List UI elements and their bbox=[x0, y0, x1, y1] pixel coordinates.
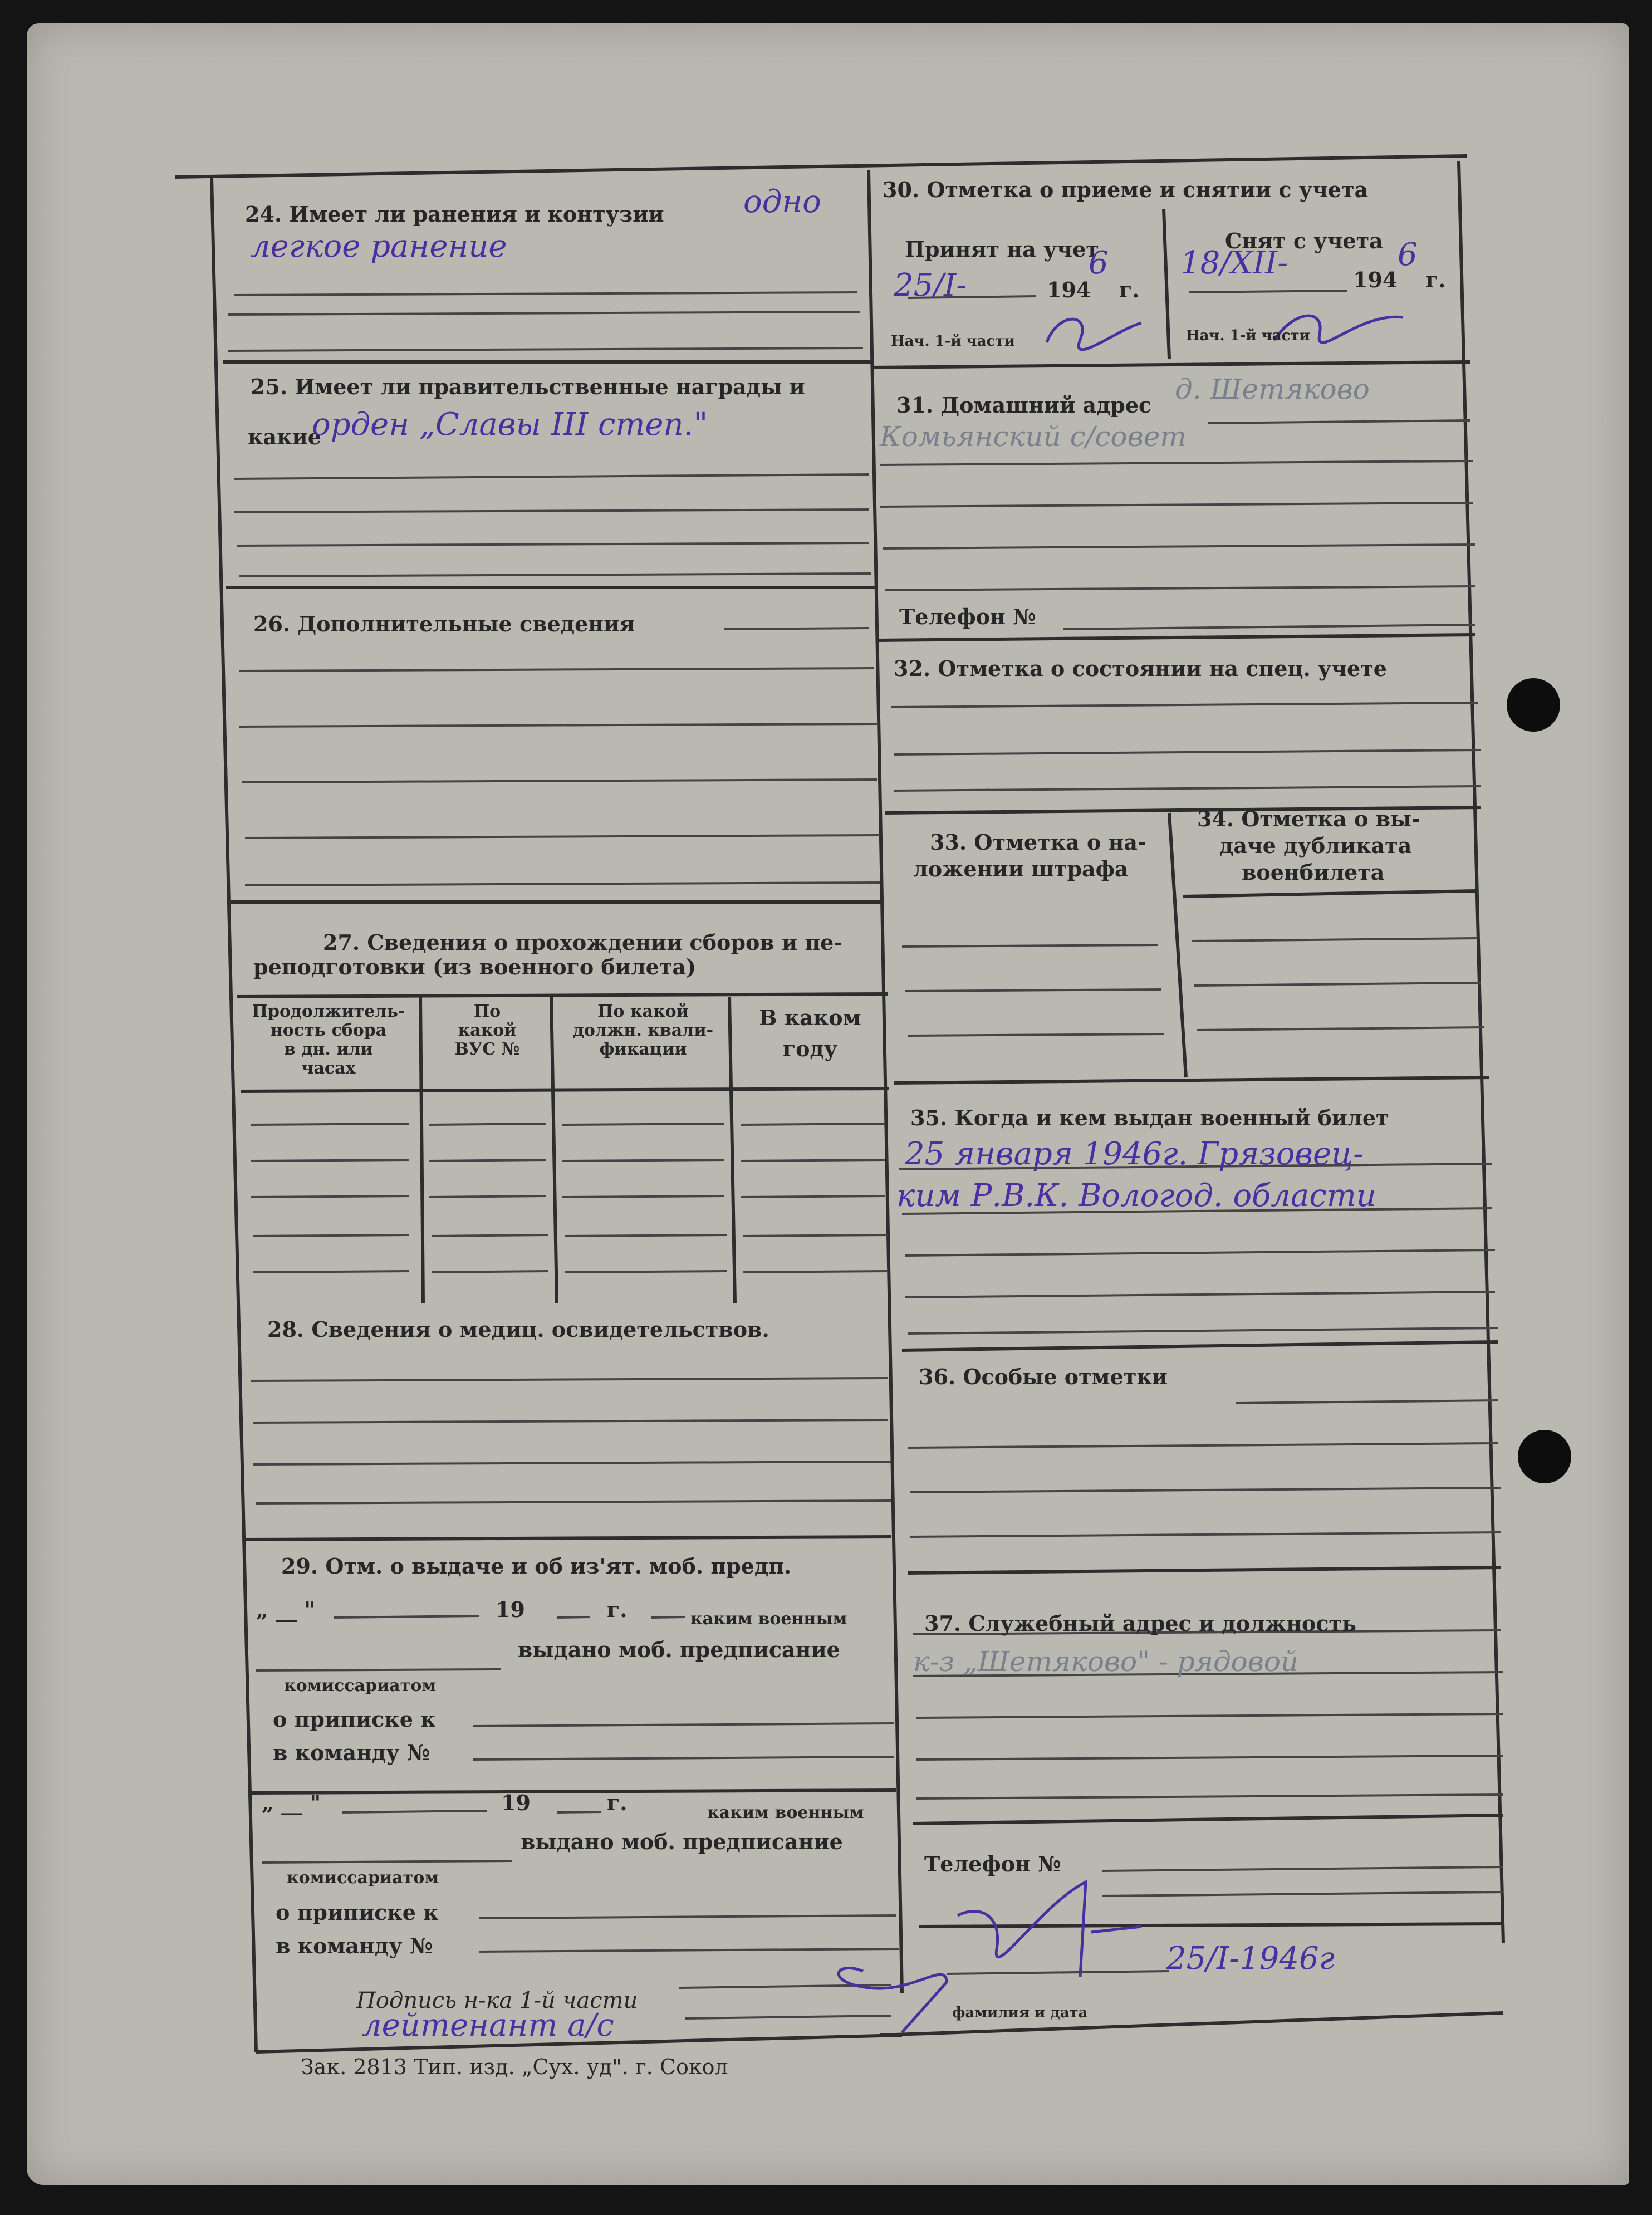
section-30-year-digit-2: 6 bbox=[1398, 237, 1418, 273]
section-33-label-2: ложении штрафа bbox=[913, 856, 1129, 881]
section-29-vydano-1: выдано моб. предписание bbox=[518, 1637, 840, 1662]
section-29-komandu-2: в команду № bbox=[276, 1933, 433, 1958]
section-30-nach-2: Нач. 1-й части bbox=[1186, 327, 1310, 344]
section-37-answer: к-з „Шетяково" - рядовой bbox=[913, 1645, 1299, 1678]
section-34-label-3: военбилета bbox=[1242, 860, 1385, 885]
section-24-label: 24. Имеет ли ранения и контузии bbox=[245, 202, 664, 227]
section-35-label: 35. Когда и кем выдан военный билет bbox=[910, 1105, 1389, 1130]
section-24-answer-1: одно bbox=[743, 184, 821, 220]
section-30-year-digit-1: 6 bbox=[1089, 245, 1109, 281]
section-30-year-suffix-1: г. bbox=[1119, 277, 1140, 302]
section-24-answer-2: легкое ранение bbox=[251, 228, 507, 264]
signature-fio-label: фамилия и дата bbox=[952, 2005, 1088, 2021]
signature-strokes bbox=[839, 316, 1403, 2032]
section-29-year-2: 19 bbox=[501, 1790, 531, 1815]
section-35-answer-1: 25 января 1946г. Грязовец- bbox=[905, 1136, 1364, 1172]
section-29-komissariatom-1: комиссариатом bbox=[284, 1676, 437, 1695]
section-31-answer-1: д. Шетяково bbox=[1175, 373, 1370, 405]
section-30-snyat: Снят с учета bbox=[1225, 228, 1383, 253]
print-footer: Зак. 2813 Тип. изд. „Сух. уд". г. Сокол bbox=[301, 2055, 728, 2079]
section-31-label: 31. Домашний адрес bbox=[896, 393, 1152, 418]
section-29-pripiske-1: о приписке к bbox=[273, 1707, 436, 1732]
section-32-label: 32. Отметка о состоянии на спец. учете bbox=[894, 656, 1387, 681]
section-30-prinyat: Принят на учет bbox=[905, 237, 1099, 262]
section-29-year-1: 19 bbox=[496, 1597, 525, 1622]
section-30-year-prefix-2: 194 bbox=[1353, 267, 1398, 292]
section-27-column-header: В каком году bbox=[759, 1005, 861, 1061]
section-30-nach-1: Нач. 1-й части bbox=[891, 333, 1015, 350]
section-29-label: 29. Отм. о выдаче и об из'ят. моб. предп. bbox=[281, 1554, 792, 1579]
section-30-year-prefix-1: 194 bbox=[1047, 277, 1091, 302]
section-25-answer: орден „Славы III степ." bbox=[312, 406, 708, 443]
section-29-date-prefix-2: „ __ " bbox=[262, 1790, 321, 1815]
section-30-prinyat-date: 25/I- bbox=[894, 267, 967, 303]
section-30-year-suffix-2: г. bbox=[1425, 267, 1446, 292]
section-29-vydano-2: выдано моб. предписание bbox=[521, 1829, 843, 1854]
section-27-label-2: реподготовки (из военного билета) bbox=[253, 954, 697, 979]
section-30-label: 30. Отметка о приеме и снятии с учета bbox=[883, 177, 1369, 202]
signature-label-1: Подпись н-ка 1-й части bbox=[356, 1988, 638, 2013]
section-35-answer-2: ким Р.В.К. Вологод. области bbox=[896, 1178, 1376, 1214]
section-33-label-1: 33. Отметка о на- bbox=[930, 830, 1146, 855]
signature-label-2: лейтенант а/с bbox=[362, 2007, 614, 2044]
section-29-year-suffix-1: г. bbox=[607, 1597, 628, 1622]
section-27-column-header: Продолжитель- ность сбора в дн. или часах bbox=[252, 1002, 405, 1078]
section-29-kakim-2: каким военным bbox=[707, 1803, 864, 1822]
section-31-answer-2: Комьянский с/совет bbox=[880, 420, 1187, 453]
section-29-pripiske-2: о приписке к bbox=[276, 1900, 439, 1925]
section-29-kakim-1: каким военным bbox=[690, 1609, 847, 1629]
section-27-column-header: По какой ВУС № bbox=[454, 1002, 520, 1059]
section-34-label-2: даче дубликата bbox=[1219, 833, 1412, 858]
section-29-date-prefix-1: „ __ " bbox=[256, 1597, 316, 1622]
section-34-label-1: 34. Отметка о вы- bbox=[1197, 806, 1420, 831]
section-28-label: 28. Сведения о медиц. освидетельствов. bbox=[267, 1317, 769, 1342]
section-37-label: 37. Служебный адрес и должность bbox=[924, 1611, 1356, 1636]
section-25-label-1: 25. Имеет ли правительственные награды и bbox=[251, 374, 805, 399]
section-29-komandu-1: в команду № bbox=[273, 1740, 430, 1765]
section-27-column-header: По какой должн. квали- фикации bbox=[572, 1002, 714, 1059]
section-29-year-suffix-2: г. bbox=[607, 1790, 628, 1815]
section-36-label: 36. Особые отметки bbox=[919, 1364, 1168, 1389]
section-27-label-1: 27. Сведения о прохождении сборов и пе- bbox=[323, 930, 843, 955]
section-25-label-2: какие bbox=[248, 424, 321, 449]
section-26-label: 26. Дополнительные сведения bbox=[253, 611, 635, 636]
signature-date: 25/I-1946г bbox=[1166, 1940, 1335, 1977]
section-29-komissariatom-2: комиссариатом bbox=[287, 1868, 439, 1888]
section-37-telefon: Телефон № bbox=[924, 1851, 1061, 1876]
section-31-telefon: Телефон № bbox=[899, 604, 1036, 629]
section-30-snyat-date: 18/XII- bbox=[1180, 245, 1288, 281]
